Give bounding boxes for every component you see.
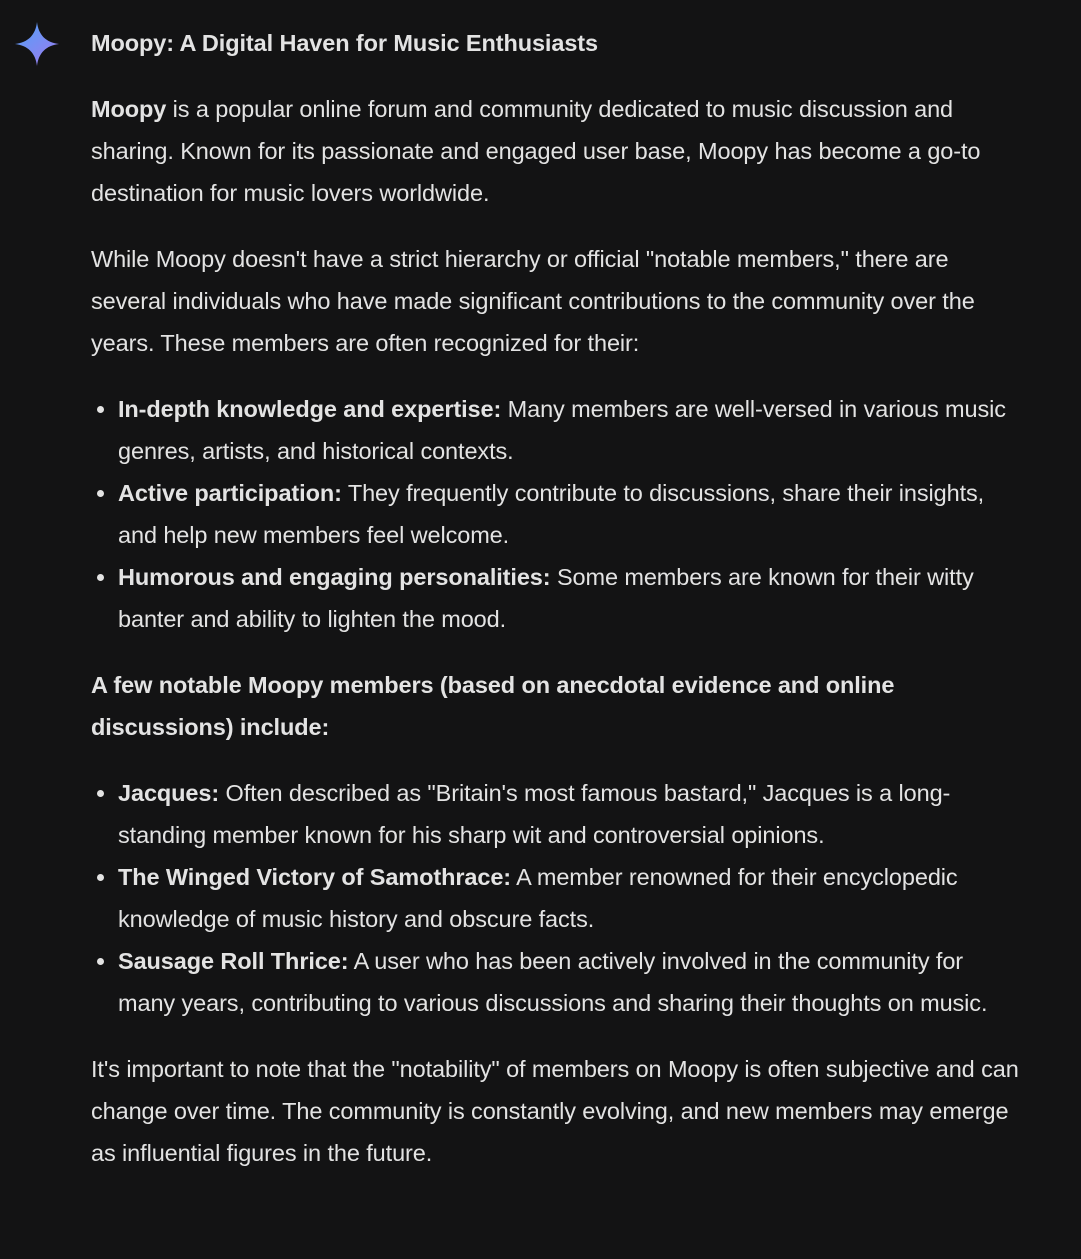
list-item xyxy=(118,388,1021,472)
gemini-spark-icon xyxy=(14,21,60,67)
intro-bold: Moopy xyxy=(91,96,167,122)
members-list xyxy=(91,772,1021,1024)
members-heading xyxy=(91,664,1021,748)
list-item-text: A member renowned for their encyclopedic knowledge of music history and obscure facts. xyxy=(118,864,958,932)
list-item-text: A user who has been actively involved in the community for many years, contributing to various discussions and sharing their thoughts on music. xyxy=(118,948,988,1016)
response-content xyxy=(91,22,1021,1174)
members-heading-text: A few notable Moopy members (based on anecdotal evidence and online discussions) include: xyxy=(91,672,895,740)
closing-paragraph: It's important to note that the "notability" of members on Moopy is often subjective and can change over time. The community is constantly evolving, and new members may emerge as influential figures in the future. xyxy=(91,1056,1019,1166)
list-item xyxy=(118,772,1021,856)
list-item xyxy=(118,472,1021,556)
intro-paragraph xyxy=(91,88,1021,214)
list-item-text: Many members are well-versed in various music genres, artists, and historical contexts. xyxy=(118,396,1006,464)
list-item-title: In-depth knowledge and expertise: xyxy=(118,396,502,422)
list-item-title: Active participation: xyxy=(118,480,342,506)
context-paragraph: While Moopy doesn't have a strict hierarchy or official "notable members," there are several individuals who have made significant contributions to the community over the years. These members are often recognized for their: xyxy=(91,246,975,356)
list-item-title: The Winged Victory of Samothrace: xyxy=(118,864,512,890)
response-title: Moopy: A Digital Haven for Music Enthusiasts xyxy=(91,30,599,56)
list-item xyxy=(118,556,1021,640)
list-item-title: Sausage Roll Thrice: xyxy=(118,948,349,974)
list-item-title: Humorous and engaging personalities: xyxy=(118,564,551,590)
list-item-title: Jacques: xyxy=(118,780,220,806)
list-item-text: Often described as "Britain's most famous bastard," Jacques is a long-standing member known for his sharp wit and controversial opinions. xyxy=(118,780,951,848)
traits-list xyxy=(91,388,1021,640)
intro-text: is a popular online forum and community dedicated to music discussion and sharing. Known for its passionate and engaged user base, Moopy has become a go-to destination for music lovers worldwide. xyxy=(91,96,981,206)
list-item xyxy=(118,856,1021,940)
list-item-text: Some members are known for their witty banter and ability to lighten the mood. xyxy=(118,564,974,632)
list-item xyxy=(118,940,1021,1024)
list-item-text: They frequently contribute to discussions, share their insights, and help new members feel welcome. xyxy=(118,480,985,548)
